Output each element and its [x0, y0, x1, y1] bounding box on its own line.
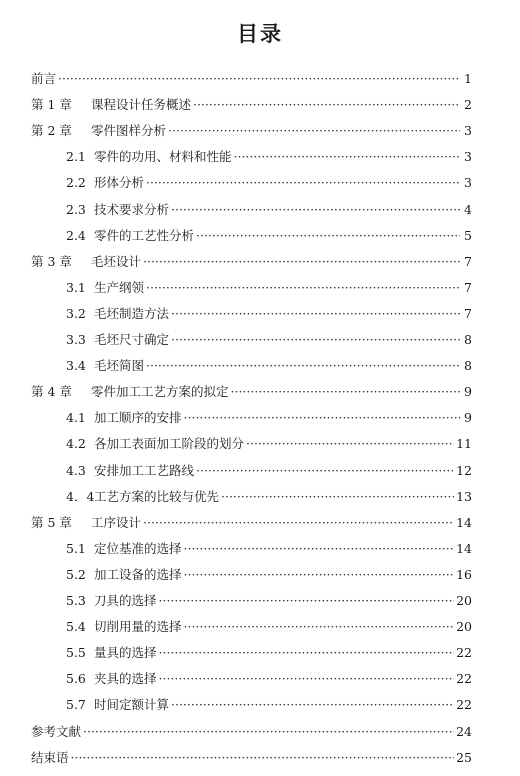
toc-entry-number: 5.1 — [66, 540, 86, 556]
toc-entry-number: 4．4 — [66, 488, 95, 504]
toc-entry-page-number: 14 — [456, 514, 472, 530]
toc-entry-label — [66, 461, 194, 481]
dot-leader — [184, 539, 455, 559]
toc-entry-number: 5.7 — [66, 697, 86, 713]
toc-entry[interactable] — [31, 748, 472, 768]
toc-entry[interactable] — [66, 461, 472, 481]
dot-leader — [184, 565, 455, 585]
toc-entry-label — [66, 278, 144, 298]
toc-entry-page-number: 25 — [456, 749, 472, 765]
dot-leader — [171, 304, 460, 324]
toc-entry-title: 零件加工工艺方案的拟定 — [91, 384, 229, 400]
toc-entry-label — [31, 513, 141, 533]
toc-entry-label — [66, 408, 182, 428]
toc-entry-title: 零件的工艺性分析 — [94, 227, 195, 243]
toc-entry[interactable] — [66, 226, 472, 246]
toc-entry-title: 时间定额计算 — [94, 697, 170, 713]
toc-entry[interactable] — [66, 147, 472, 167]
dot-leader — [58, 69, 460, 89]
dot-leader — [143, 252, 460, 272]
toc-entry-page-number: 3 — [464, 175, 472, 191]
toc-entry-label — [66, 304, 169, 324]
toc-entry-number: 4.1 — [66, 410, 86, 426]
toc-entry-number: 5.4 — [66, 619, 86, 635]
toc-entry-number: 5.5 — [66, 645, 86, 661]
dot-leader — [234, 147, 460, 167]
dot-leader — [159, 669, 455, 689]
toc-entry-page-number: 22 — [456, 671, 472, 687]
toc-entry[interactable] — [66, 304, 472, 324]
toc-entry-number: 3.3 — [66, 332, 86, 347]
toc-entry-page-number: 8 — [464, 358, 472, 374]
toc-entry-label — [66, 330, 169, 350]
toc-entry[interactable] — [66, 643, 472, 663]
toc-entry[interactable] — [66, 408, 472, 428]
dot-leader — [171, 200, 460, 220]
toc-entry-label — [31, 121, 166, 141]
toc-entry-page-number: 14 — [456, 540, 472, 556]
toc-entry-number: 2.4 — [66, 227, 86, 243]
toc-entry-page-number: 1 — [464, 71, 472, 86]
toc-entry[interactable] — [66, 565, 472, 585]
toc-entry[interactable] — [66, 487, 472, 507]
toc-entry-title: 安排加工工艺路线 — [94, 462, 195, 478]
toc-entry-page-number: 22 — [456, 645, 472, 661]
toc-entry-title: 零件的功用、材料和性能 — [94, 149, 232, 165]
toc-entry-number: 5.6 — [66, 671, 86, 687]
dot-leader — [196, 461, 454, 481]
toc-entry-title: 切削用量的选择 — [94, 619, 182, 635]
toc-entry-label — [31, 748, 69, 768]
toc-entry-page-number: 20 — [456, 593, 472, 608]
toc-entry-title: 工艺方案的比较与优先 — [94, 488, 220, 504]
toc-entry-number: 3.4 — [66, 358, 86, 374]
dot-leader — [159, 591, 455, 611]
toc-entry-number: 2.1 — [66, 149, 86, 165]
toc-entry-label — [31, 382, 229, 402]
dot-leader — [159, 643, 455, 663]
toc-entry-title: 毛坯制造方法 — [94, 305, 170, 321]
toc-entry-page-number: 9 — [464, 384, 472, 400]
dot-leader — [171, 695, 454, 715]
toc-entry-label — [66, 695, 169, 715]
toc-entry-label — [66, 539, 182, 559]
toc-entry[interactable] — [66, 330, 472, 350]
toc-entry-title: 技术要求分析 — [94, 201, 170, 217]
toc-entry-title: 夹具的选择 — [94, 671, 157, 687]
toc-entry-page-number: 12 — [456, 462, 472, 478]
toc-entry-number: 4.2 — [66, 436, 86, 452]
toc-entry-number: 第 5 章 — [31, 514, 72, 530]
toc-entry[interactable] — [66, 617, 472, 637]
toc-entry-label — [66, 434, 244, 454]
toc-entry-number: 2.3 — [66, 201, 86, 217]
dot-leader — [231, 382, 460, 402]
toc-entry-page-number: 16 — [456, 566, 472, 582]
toc-entry-number: 第 1 章 — [31, 97, 72, 113]
toc-entry[interactable] — [31, 252, 472, 272]
toc-entry-label — [66, 356, 144, 376]
dot-leader — [83, 722, 454, 742]
dot-leader — [146, 173, 460, 193]
toc-entry-page-number: 20 — [456, 619, 472, 635]
toc-entry-title: 毛坯设计 — [91, 253, 142, 269]
toc-entry-label — [31, 95, 191, 115]
toc-entry[interactable] — [66, 539, 472, 559]
toc-entry-title: 结束语 — [31, 749, 69, 765]
toc-entry-page-number: 9 — [464, 410, 472, 426]
toc-entry-title: 毛坯尺寸确定 — [94, 332, 170, 347]
dot-leader — [196, 226, 460, 246]
toc-entry-title: 参考文献 — [31, 723, 82, 739]
toc-entry-title: 零件图样分析 — [91, 123, 167, 139]
toc-entry-title: 毛坯简图 — [94, 358, 145, 374]
toc-entry-page-number: 11 — [456, 436, 472, 452]
toc-entry-title: 各加工表面加工阶段的划分 — [94, 436, 245, 452]
toc-entry-title: 生产纲领 — [94, 279, 145, 295]
toc-entry-number: 4.3 — [66, 462, 86, 478]
toc-entry-label — [66, 173, 144, 193]
toc-entry-label — [66, 669, 157, 689]
toc-entry[interactable] — [31, 722, 472, 742]
toc-entry-number: 第 3 章 — [31, 253, 72, 269]
toc-entry-number: 第 2 章 — [31, 123, 72, 139]
toc-entry[interactable] — [31, 382, 472, 402]
toc-entry[interactable] — [31, 121, 472, 141]
toc-entry-page-number: 7 — [464, 253, 472, 269]
dot-leader — [184, 408, 460, 428]
toc-entry-label — [66, 487, 219, 507]
toc-entry-title: 形体分析 — [94, 175, 145, 191]
toc-entry-page-number: 4 — [464, 201, 472, 217]
dot-leader — [146, 356, 460, 376]
dot-leader — [184, 617, 455, 637]
dot-leader — [71, 748, 455, 768]
toc-entry[interactable] — [66, 278, 472, 298]
toc-entry[interactable] — [66, 591, 472, 611]
toc-entry-label — [66, 226, 194, 246]
dot-leader — [146, 278, 460, 298]
toc-entry-title: 定位基准的选择 — [94, 540, 182, 556]
toc-entry-title: 前言 — [31, 71, 57, 86]
toc-entry-page-number: 7 — [464, 305, 472, 321]
toc-entry-page-number: 3 — [464, 123, 472, 139]
toc-entry-number: 5.3 — [66, 593, 86, 608]
page-title: 目录 — [237, 22, 283, 46]
toc-entry-label — [66, 200, 169, 220]
toc-entry-label — [66, 591, 157, 611]
toc-entry-page-number: 8 — [464, 332, 472, 347]
toc-entry-title: 量具的选择 — [94, 645, 157, 661]
toc-entry-number: 3.1 — [66, 279, 86, 295]
toc-entry-label — [66, 565, 182, 585]
toc-entry-title: 加工顺序的安排 — [94, 410, 182, 426]
toc-entry-page-number: 13 — [456, 488, 472, 504]
toc-entry-page-number: 3 — [464, 149, 472, 165]
toc-entry-page-number: 5 — [464, 227, 472, 243]
dot-leader — [168, 121, 460, 141]
toc-entry-label — [66, 643, 157, 663]
toc-entry[interactable] — [66, 695, 472, 715]
dot-leader — [171, 330, 460, 350]
toc-entry[interactable] — [66, 200, 472, 220]
toc-entry-number: 2.2 — [66, 175, 86, 191]
toc-entry-label — [31, 252, 141, 272]
toc-entry-number: 3.2 — [66, 305, 86, 321]
dot-leader — [143, 513, 454, 533]
toc-entry[interactable] — [66, 356, 472, 376]
toc-entry-title: 刀具的选择 — [94, 593, 157, 608]
toc-entry[interactable] — [31, 95, 472, 115]
toc-entry[interactable] — [66, 173, 472, 193]
dot-leader — [246, 434, 454, 454]
toc-entry-number: 5.2 — [66, 566, 86, 582]
toc-entry-page-number: 2 — [464, 97, 472, 113]
toc-entry-title: 工序设计 — [91, 514, 142, 530]
dot-leader — [221, 487, 454, 507]
toc-entry-title: 课程设计任务概述 — [91, 97, 192, 113]
toc-entry-title: 加工设备的选择 — [94, 566, 182, 582]
toc-entry[interactable] — [31, 513, 472, 533]
toc-entry[interactable] — [31, 69, 472, 89]
toc-entry-label — [66, 617, 182, 637]
toc-entry-label — [31, 722, 81, 742]
toc-entry-page-number: 24 — [456, 723, 472, 739]
dot-leader — [193, 95, 460, 115]
toc-entry-label — [66, 147, 232, 167]
toc-entry[interactable] — [66, 669, 472, 689]
toc-entry-number: 第 4 章 — [31, 384, 72, 400]
toc-entry[interactable] — [66, 434, 472, 454]
toc-entry-page-number: 22 — [456, 697, 472, 713]
toc-entry-page-number: 7 — [464, 279, 472, 295]
toc-entry-label — [31, 69, 56, 89]
